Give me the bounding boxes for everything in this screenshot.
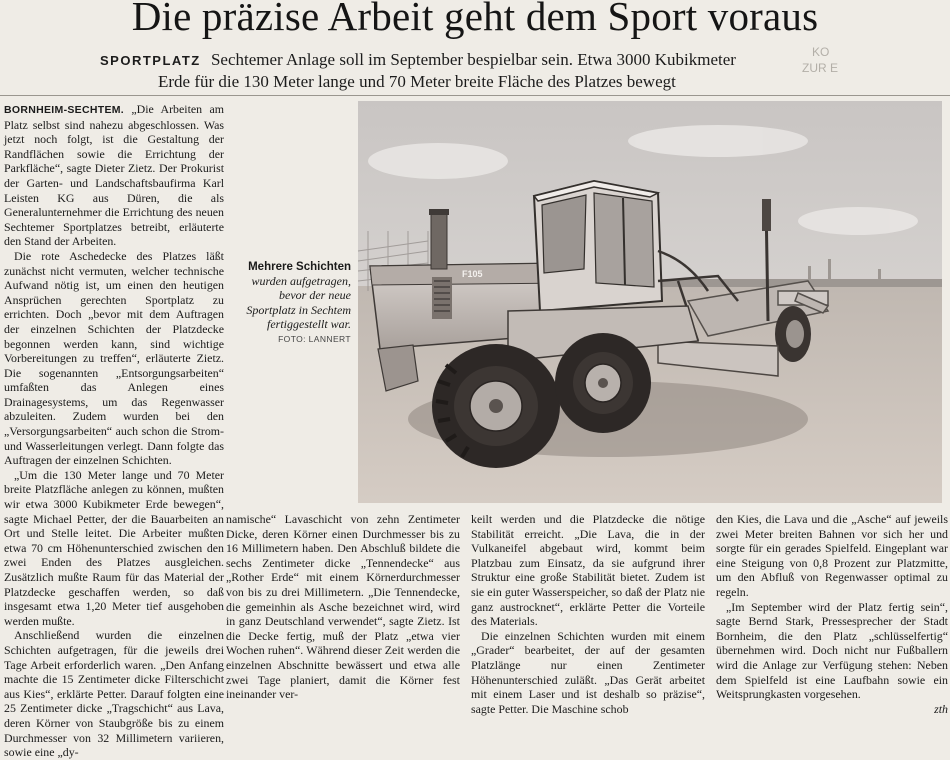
caption-title: Mehrere Schichten bbox=[248, 261, 351, 273]
grader-photo-drawing bbox=[358, 101, 942, 503]
subhead-line2: Erde für die 130 Meter lange und 70 Meter breite Fläche des Platzes bewegt bbox=[158, 72, 676, 91]
neighbor-article-fragment bbox=[800, 44, 950, 94]
article-paragraph: Die einzelnen Schichten wurden mit einem „Grader“ bearbeitet, der auf der gesamten Platzlänge nur einen Zentimeter Höhenunterschied zuläßt. „Das Gerät arbeitet mit einem Laser und ist deshalb so präzise“, sagte Petter. Die Maschine schob bbox=[471, 628, 705, 716]
article-paragraph: den Kies, die Lava und die „Asche“ auf jeweils zwei Meter breiten Bahnen vor sich her und sorgte für ein gerades Spielfeld. Eingeplant war eine Steigung von 0,8 Prozent zur Platzmitte, um den Abfluß von Regenwasser optimal zu regeln. bbox=[716, 512, 948, 599]
article-paragraph bbox=[4, 102, 224, 249]
article-paragraph: „Im September wird der Platz fertig sein“, sagte Bernd Stark, Pressesprecher der Stadt Bornheim, die den Platz „schlüsselfertig“ übernehmen wird. Doch nicht nur Fußballern wird die Anlage zur Verfügung stehen: Neben dem Spielfeld ist eine Laufbahn sowie ein Weitsprungkasten vorgesehen. bbox=[716, 599, 948, 702]
neighbor-fragment-line2: ZUR E bbox=[802, 61, 838, 75]
header-rule bbox=[0, 95, 950, 96]
headline: Die präzise Arbeit geht dem Sport voraus bbox=[131, 0, 819, 39]
rear-wheel bbox=[432, 344, 560, 468]
article-paragraph: „Um die 130 Meter lange und 70 Meter breite Platzfläche anlegen zu können, mußten wir etwa 3000 Kubikmeter Erde bewegen“, sagte Michael Petter, der die Bauarbeiten an Ort und Stelle leitet. Die Arbeiter mußten etwa 70 cm Höhenunterschied zwischen den zwei Enden des Platzes ausgleichen. Zusätzlich mußte Raum für das Material der Platzdecke geschaffen werden, so daß insgesamt etwa 1,20 Meter tief ausgehoben werden mußte. bbox=[4, 467, 224, 628]
mast-head bbox=[762, 199, 771, 231]
subhead-kicker: SPORTPLATZ bbox=[100, 53, 201, 68]
author-initials: zth bbox=[934, 701, 948, 716]
cab bbox=[534, 181, 662, 311]
article-column-4 bbox=[716, 512, 948, 716]
caption-body: wurden aufgetragen, bevor der neue Sportplatz in Sechtem fertiggestellt war. bbox=[246, 274, 351, 331]
subhead-line1: Sechtemer Anlage soll im September bespielbar sein. Etwa 3000 Kubikmeter bbox=[210, 50, 736, 69]
grader-photo bbox=[358, 101, 942, 503]
paragraph-text: „Die Arbeiten am Platz selbst sind nahezu abgeschlossen. Was jetzt noch folgt, ist die Gestaltung der Randflächen sowie die Errichtung der Parkfläche“, sagte Dieter Zietz. Der Prokurist der Garten- und Landschaftsbaufirma Karl Leisten KG aus Düren, die als Generalunternehmer die Errichtung des neuen Sechtemer Sportplatzes betreibt, erläuterte den Stand der Arbeiten. bbox=[4, 102, 224, 249]
article-paragraph: Die rote Aschedecke des Platzes läßt zunächst nicht vermuten, welcher technische Aufwand nötig ist, um einen den heutigen Ansprüchen gerechten Sportplatz zu errichten. Doch „bevor mit dem Auftragen der einzelnen Schichten der Platzdecke begonnen werden kann, sind wichtige Vorbereitungen zu treffen“, erläuterte Zietz. Die sogenannten „Entsorgungsarbeiten“ umfaßten das Anlegen eines Drainagesystems, um das Regenwasser abzuleiten. Zudem wurden bei den „Versorgungsarbeiten“ auch schon die Strom- und Wasserleitungen verlegt. Dann folgte das Auftragen der einzelnen Schichten. bbox=[4, 248, 224, 468]
subhead bbox=[100, 49, 800, 92]
article-paragraph: namische“ Lavaschicht von zehn Zentimeter Dicke, deren Körner einen Durchmesser bis zu 16 Millimetern haben. Den Abschluß bildete die sechs Zentimeter dicke „Tennendecke“ aus „Rother Erde“ mit einem Körnerdurchmesser von bis zu drei Millimetern. „Die Tennendecke, die gemeinhin als Asche bezeichnet wird, wird in ganz Deutschland verwendet“, sagte Zietz. Ist die Decke fertig, muß der Platz „etwa vier Wochen ruhen“. Während dieser Zeit werden die einzelnen Abschnitte bewässert und etwa alle zwei Tage planiert, damit die Körner fest ineinander ver- bbox=[226, 512, 460, 702]
article-column-2 bbox=[226, 512, 460, 700]
middle-wheel bbox=[555, 333, 651, 433]
dateline: BORNHEIM-SECHTEM. bbox=[4, 104, 125, 116]
article-paragraph: Anschließend wurden die einzelnen Schichten aufgetragen, für die jeweils drei Tage Arbeit erforderlich waren. „Den Anfang machte die 15 Zentimeter dicke Filterschicht aus Kies“, erklärte Petter. Darauf folgten eine 25 Zentimeter dicke „Tragschicht“ aus Lava, deren Körner von Staubgröße bis zu einem Durchmesser von 32 Millimetern variieren, sowie eine „dy- bbox=[4, 628, 224, 760]
article-paragraph: keilt werden und die Platzdecke die nötige Stabilität erreicht. „Die Lava, die in der Vulkaneifel abgebaut wird, kommt beim Platzbau zum Einsatz, da sie aufgrund ihrer Struktur eine große Stabilität bietet. Zudem ist sie ein guter Wasserspeicher, so daß der Platz nie ganz austrocknet“, erklärte Petter die Vorteile des Materials. bbox=[471, 512, 705, 629]
article-column-1 bbox=[4, 102, 224, 760]
neighbor-fragment-line1: KO bbox=[812, 45, 830, 59]
machine-label: F105 bbox=[462, 269, 483, 279]
photo-credit: FOTO: LANNERT bbox=[278, 334, 351, 345]
photo-caption bbox=[240, 260, 351, 346]
article-column-3 bbox=[471, 512, 705, 716]
front-wheel bbox=[775, 306, 811, 362]
